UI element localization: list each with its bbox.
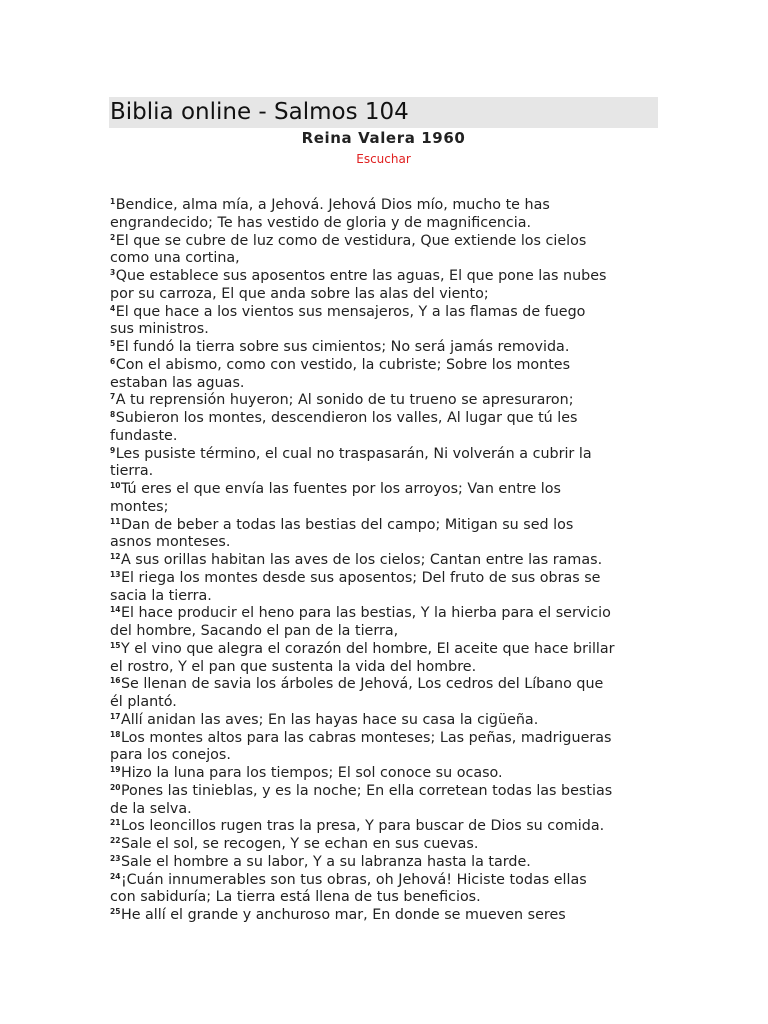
verse-number: 4: [110, 303, 116, 313]
verse-text-line: ¡Cuán innumerables son tus obras, oh Jehová! Hiciste todas ellas: [120, 871, 587, 888]
verse-number: 2: [110, 232, 116, 242]
verse-text-line: engrandecido; Te has vestido de gloria y de magnificencia.: [110, 214, 532, 231]
verse-text-line: Pones las tinieblas, y es la noche; En ella corretean todas las bestias: [120, 782, 613, 799]
verse-text-line: Los leoncillos rugen tras la presa, Y para buscar de Dios su comida.: [120, 818, 605, 835]
verse: [110, 676, 660, 712]
verse-text-line: sacia la tierra.: [110, 587, 212, 604]
verse-text-line: Tú eres el que envía las fuentes por los arroyos; Van entre los: [120, 481, 561, 497]
verse-text-line: por su carroza, El que anda sobre las alas del viento;: [110, 285, 489, 302]
verse: [110, 730, 660, 766]
verse-text-line: el rostro, Y el pan que sustenta la vida del hombre.: [110, 658, 477, 675]
verse-number: 9: [110, 445, 116, 455]
verse: [110, 836, 660, 854]
verse-text-line: estaban las aguas.: [110, 374, 245, 391]
verse-number: 13: [110, 569, 121, 579]
verse-number: 1: [110, 197, 116, 206]
verse-number: 22: [110, 836, 121, 845]
verse: [110, 233, 660, 269]
verse-number: 8: [110, 410, 116, 419]
verse: [110, 304, 660, 340]
verse: [110, 854, 660, 872]
verse-text-line: Sale el sol, se recogen, Y se echan en sus cuevas.: [120, 836, 479, 852]
listen-link[interactable]: Escuchar: [356, 152, 411, 166]
verse: [110, 783, 660, 819]
verse-text-line: del hombre, Sacando el pan de la tierra,: [110, 623, 399, 639]
verse: [110, 410, 660, 446]
verse-number: 10: [110, 481, 121, 490]
verse: [110, 392, 660, 410]
verse-text-line: Bendice, alma mía, a Jehová. Jehová Dios mío, mucho te has: [115, 197, 550, 213]
verse-text-line: sus ministros.: [110, 321, 209, 338]
verse-number: 5: [110, 339, 116, 348]
verse-number: 17: [110, 711, 121, 721]
verse-text-line: tierra.: [110, 463, 154, 480]
page-title: Biblia online - Salmos 104: [110, 99, 409, 125]
verse-text-line: Que establece sus aposentos entre las aguas, El que pone las nubes: [115, 268, 607, 284]
verse-text-line: como una cortina,: [110, 250, 240, 267]
verse-number: 16: [110, 676, 121, 686]
bible-version: Reina Valera 1960: [301, 129, 466, 147]
verse-number: 15: [110, 640, 121, 650]
verse: [110, 268, 660, 304]
verse: [110, 570, 660, 606]
verse: [110, 818, 660, 836]
verse-text-line: El fundó la tierra sobre sus cimientos; No será jamás removida.: [115, 339, 570, 355]
verse: [110, 712, 660, 730]
verse: [110, 197, 660, 233]
verse: [110, 765, 660, 783]
verse-number: 14: [110, 605, 121, 615]
verse-number: 3: [110, 268, 116, 277]
verse-number: 11: [110, 516, 121, 526]
verse: [110, 552, 660, 570]
verse-text-line: Sale el hombre a su labor, Y a su labranza hasta la tarde.: [120, 853, 531, 870]
verse: [110, 872, 660, 908]
verse-text-line: asnos monteses.: [110, 534, 231, 551]
verse-text-line: Allí anidan las aves; En las hayas hace su casa la cigüeña.: [120, 711, 539, 728]
verse-text-line: fundaste.: [110, 427, 178, 444]
verse: [110, 907, 660, 925]
verse-text-line: Hizo la luna para los tiempos; El sol conoce su ocaso.: [120, 765, 503, 781]
verse: [110, 339, 660, 357]
verse-number: 7: [110, 392, 116, 402]
verse-number: 12: [110, 552, 121, 561]
verse-text-line: él plantó.: [110, 694, 177, 710]
verse-list: [110, 197, 660, 925]
verse-number: 6: [110, 356, 116, 366]
verse-text-line: He allí el grande y anchuroso mar, En donde se mueven seres: [120, 907, 566, 923]
verse: [110, 605, 660, 641]
verse-text-line: A tu reprensión huyeron; Al sonido de tu trueno se apresuraron;: [115, 392, 574, 409]
verse-text-line: Dan de beber a todas las bestias del campo; Mitigan su sed los: [120, 516, 574, 533]
verse-text-line: Se llenan de savia los árboles de Jehová, Los cedros del Líbano que: [120, 676, 604, 693]
verse-text-line: A sus orillas habitan las aves de los cielos; Cantan entre las ramas.: [120, 552, 603, 568]
verse-text-line: montes;: [110, 498, 169, 515]
verse: [110, 641, 660, 677]
verse-text-line: El que hace a los vientos sus mensajeros, Y a las flamas de fuego: [115, 303, 586, 320]
verse: [110, 517, 660, 553]
verse: [110, 481, 660, 517]
verse-text-line: Les pusiste término, el cual no traspasarán, Ni volverán a cubrir la: [115, 445, 592, 462]
verse: [110, 446, 660, 482]
verse-number: 19: [110, 765, 121, 774]
verse-text-line: Subieron los montes, descendieron los valles, Al lugar que tú les: [115, 410, 578, 426]
verse-text-line: para los conejos.: [110, 747, 231, 764]
verse: [110, 357, 660, 393]
verse-number: 23: [110, 853, 121, 863]
verse-number: 20: [110, 782, 121, 792]
verse-text-line: El que se cubre de luz como de vestidura, Que extiende los cielos: [115, 232, 587, 249]
verse-number: 18: [110, 729, 121, 739]
verse-number: 24: [110, 871, 121, 881]
verse-text-line: El riega los montes desde sus aposentos; Del fruto de sus obras se: [120, 569, 601, 586]
verse-number: 21: [110, 818, 121, 828]
verse-text-line: Con el abismo, como con vestido, la cubriste; Sobre los montes: [115, 356, 571, 373]
verse-number: 25: [110, 907, 121, 916]
verse-text-line: El hace producir el heno para las bestias, Y la hierba para el servicio: [120, 605, 611, 622]
verse-text-line: con sabiduría; La tierra está llena de tus beneficios.: [110, 889, 481, 906]
verse-text-line: de la selva.: [110, 800, 192, 817]
verse-text-line: Los montes altos para las cabras monteses; Las peñas, madrigueras: [120, 729, 612, 746]
verse-text-line: Y el vino que alegra el corazón del hombre, El aceite que hace brillar: [120, 640, 615, 657]
